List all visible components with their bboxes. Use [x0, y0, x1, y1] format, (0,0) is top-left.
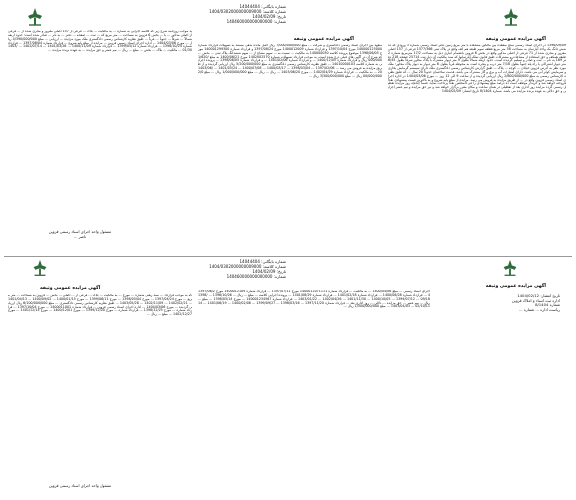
notice-body-left-bottom: که به موجب قرارداد ... سند رهنی شماره ... مورخ ... به مالکیت ... بلاک ... فرعی از ... اصلی ... بخش ... قزوین به مساحت ... متر مربع ... مورخ 1397/04/24 ... مورخ 1398/05/04 ... مورخ 1399/06/11 ... مورخ 1400/01/15 ... 1400/09/02 ... 1401/04/13 ... 1402/02/21 ... 1402/11/09 ... 1403/05/28 ... طبق نظریه کارشناس رسمی دادگستری ... مبلغ 6/100/000/000 ریال ارزیابی گردیده ... مورخ 1404/03/06 ... اداره اجرای اسناد رسمی قزوین ... قرارداد شماره 1400011001 ... مورخ 1397/10/04 ... قرارداد شماره ... مورخ 1398/12/25 ... قرارداد شماره ... مورخ 1399/12/20 ... مورخ 1400/12/01 ... مورخ 1401/12/14 ... مورخ 1402/12/27 ... مبلغ ... ریال ...	[8, 294, 192, 317]
notice-title: آگهی مزایده عمومی وثیقه	[485, 37, 546, 42]
date: تاریخ: 1404/02/09	[252, 14, 286, 19]
file-number: شماره بایگانی: 14044404	[239, 259, 286, 264]
notice-body-right: 1396/09/09 در اجرای اسناد رسمی منتج منعقده بین مالکین مشاهده با متر مربع زمین دفتر اسناد رسمی شماره 3 ورودی که ده شش دانگ یک واحد آپارتمان به مساحت 58 متر مربع قطعه سوم طبقه هم کف واقع در پلاک ثبتی 1577/366 فرعی از 157 اصلی مفروز و مجزی شده از 71 فرعی از اصلی مذکور واقع در بخش 6 قزوین بانضمام انباری ذیل به مساحت 17/2 مترمربع شماره 2 طبقه همکف و حق استفاده از مشاعات و مشترکات طبق قانون تملک آپارتمانها که سند مالکیت آن ذیل ثبت 25714 صفحه 218 دفتر 169 به نام ... ثبت و صادر و تسلیم گردیده است. حدود اربعه شمالاً بطول 9 متر دیوار مشترک با پلاک مجاور شرقاً بطول 6/45 متر دیوار اشتراکی با راه پله جنوباً بطول 7/18 متر درب و پنجره است به محوطه غرباً بطول 6 متر دیوار به دیوار پلاک مجاور؛ ملک مورد نظر به آدرس قزوین خیابان ... کوچه ... پلاک ... طبق گزارش کارشناس رسمی دادگستری ملک دارای سیستم گرمایش بخاری و سرمایش کولر آبی می باشد، دارای امتیازات آب و برق و گاز مشترک می باشد، قدمت ساختمان حدوداً 20 سال ... که طبق نظریه کارشناس رسمی به مبلغ 2/800/000/000 ریال ارزیابی گردیده و از ساعت 9 الی 12 روز ... مورخ 1404/03/06 در اداره اجرای اسناد رسمی قزوین واقع در ... از طریق مزایده به فروش می رسد. مزایده از مبلغ پایه شروع و به بالاترین قیمت پیشنهادی نقداً فروخته خواهد شد و خریدار موظف است ده درصد مبلغ پیشنهادی را فی المجلس نقداً پرداخت نماید. ضمناً چنانچه روز مزایده تعطیل رسمی گردد مزایده روز اداری بعد از تعطیلی در همان ساعت و مکان مقرر برگزار خواهد شد و نیز حق مزایده و نیم عشر اجرایی و حق دلالی به عهده برنده مزایده می باشد. شماره 8/1404 تاریخ انتشار: 1404/02/09	[388, 44, 566, 94]
emblem-icon	[24, 6, 46, 28]
notice-body-middle-bottom: اجرای اسناد رسمی ... مبلغ 1400/04/06 ... به مالکیت ... قرارداد شماره 1400012071111 مورخ 1397/07/11 ... قرارداد شماره 1400012109 مورخ 1397/06/24 ... قرارداد شماره 1400/06/28 ... قرارداد شماره 1401/02/18 ... قرارداد شماره 1401/08/29 ... پرونده اجرایی کلاسه ... مبلغ ... ریال ... 1396/10/26 ... 1398/09/18 ... 1399/07/12 ... 1400/10/05 ... 1401/11/30 ... 1402/04/26 ... 1403/01/22 ... قرارداد شماره 140001234567 ... مورخ 1398/05/14 ... مبلغ ... ریال ... نیم عشر ... حق مزایده ... دلالی ... روز اداری بعد ... قرارداد شماره 1397/11/20 ... 1398/03/16 ... 1399/09/27 ... 1400/02/08 ... 1401/06/19 ... 1402/10/11 ... 1403/04/03 ... مبلغ 1/500/000/000 ریال ...	[198, 290, 430, 309]
reference-number: شماره: 140460000000000000	[226, 274, 286, 279]
divider	[4, 256, 572, 257]
notice-title: آگهی مزایده عمومی وثیقه	[40, 286, 101, 291]
notice-body-middle: متعهد بین اجرای اسناد رسمی دادگستری و شرکت ... مبلغ 7/000/000/000 ریال اصل مانده بدهی مستند به تسهیلات قرارداد شماره 140000125000 مورخ 1397/10/04 و قرارداد شماره 1400012009 مورخ 1397/08/24 و قرارداد شماره 140001299300 مورخ 1398/06/05 موضوع پرونده کلاسه 140000030 به مالکیت ... نسبت به ... سهم مشاع از ... سهم ششدانگ پلاک ثبتی ... بخش ... که شرح آن در آگهی های قبلی درج شده است، به موجب قرارداد تسهیلات شماره 1402002570 مورخ 1400/06/21 به مبلغ 1/620/000/000 ریال و قرارداد شماره 1400/12/05 ... و قرارداد شماره 1401/02/06 ... و قرارداد شماره 1398/06/05 ... پرونده اجرایی به شماره کلاسه 14010000103 ... طبق نظریه کارشناس رسمی دادگستری به مبلغ 5/200/000/000 ریال ارزیابی گردیده و از طریق مزایده به فروش می رسد ... 1397/02/06 ... 1398/03/04 ... 1400/03/17 ... 1400/07/08 ... 1401/05/24 ... 1403/06/20 ... به مالکیت ... قرارداد شماره 1402/04/29 ... مورخ 1403/06/20 ... ریال ... ریال ... مبلغ 1/000/000/000 ریال ... مبلغ 2/000/000/000 ریال ... مبلغ 3/300/000/000 ریال ...	[198, 44, 382, 78]
class-number: شماره کلاسه: 1404/0302000000009000	[209, 9, 286, 14]
notice-body-left: ید موجب روزنامه شرح زیر که کلاسه اجرایی به شماره ... به مالکیت ... بلاک ... فرعی از 157 اصلی مفروز و مجزی شده از ... فرعی از اصلی مذکور ... با ... بخش 6 قزوین به مساحت ... متر مربع که ... ثبت ... صفحه ... دفتر ... به نام ... صادر شده است؛ حدود اربعه شمالاً ... شرقاً ... جنوباً ... غرباً ... طبق نظریه کارشناس رسمی دادگستری ملک مورد مزایده ... ارزیابی ... مبلغ 4/390/000/000 ریال ... مورخ 1404/03/06 ... اداره اجرای اسناد رسمی قزوین ... مزایده از مبلغ پایه شروع ... قرارداد شماره 1397/08/04 ... قرارداد شماره 1398/10/24 ... قرارداد شماره 1399/05/12 ... قرارداد شماره 1400/11/09 ... 1401/03/26 ... 1402/07/14 ... 1403/01/30 ... مالکیت ... بلاک ... بخش ... مبلغ ... ریال ... نیم عشر و حق مزایده ... به عهده برنده مزایده ...	[8, 30, 192, 53]
file-number: شماره بایگانی: 14044404	[239, 4, 286, 9]
emblem-icon	[500, 6, 522, 28]
header-block-top	[186, 4, 286, 24]
notice-title: آگهی مزایده عمومی وثیقه	[485, 284, 546, 289]
signature-top: مسئول واحد اجرای اسناد رسمی قزوین ناصر ...	[48, 229, 112, 239]
reference-number: شماره: 140460000000000000	[226, 19, 286, 24]
date: تاریخ: 1404/02/09	[252, 269, 286, 274]
signature-bottom: مسئول واحد اجرای اسناد رسمی قزوین	[48, 483, 112, 488]
emblem-icon	[500, 258, 520, 278]
header-block-bottom	[186, 259, 286, 279]
publication-meta: تاریخ انتشار: 1404/02/12 اداره ثبت اسناد و املاک قزوین شماره 8/1404 ریاست اداره ... شماره ...	[511, 293, 560, 312]
class-number: شماره کلاسه: 1404/0302000000009000	[209, 264, 286, 269]
emblem-icon	[30, 258, 50, 278]
notice-title: آگهی مزایده عمومی وثیقه	[293, 37, 354, 42]
